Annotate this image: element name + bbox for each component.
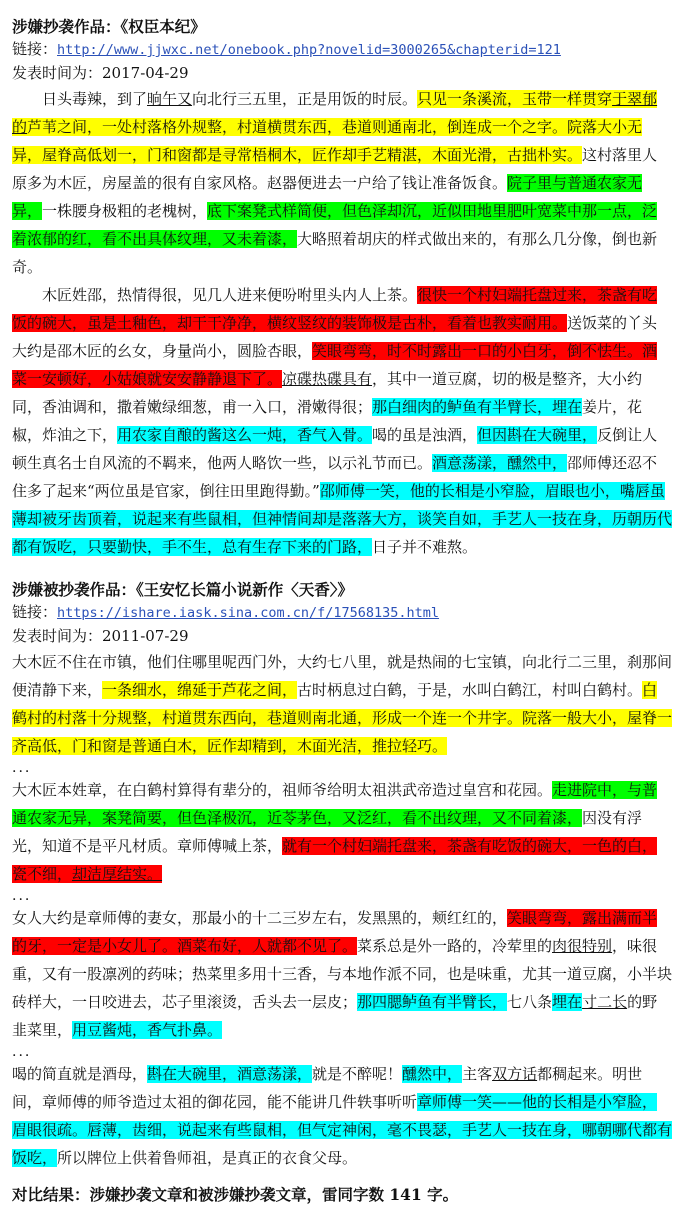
text-segment: 邵师傅还忍不住多了起来“两位虽是官家，倒往田里跑得勤。” [12, 454, 658, 500]
text-segment: 向北行三五里，正是用饭的时辰。 [192, 90, 418, 108]
text-segment: 木匠姓邵，热情得很，见几人进来便吩咐里头内人上茶。 [42, 286, 418, 304]
section-gap [12, 561, 672, 579]
copied-heading: 涉嫌被抄袭作品：《王安忆长篇小说新作〈天香〉》 [12, 580, 354, 599]
text-segment: 双方话 [492, 1065, 538, 1083]
text-segment: 古时柄息过白鹤，于是，水叫白鹤江，村叫白鹤村。 [297, 681, 643, 699]
highlighted-text-segment: 用豆酱炖，香气扑鼻。 [72, 1021, 223, 1039]
copied-link-line [12, 601, 672, 625]
highlighted-text-segment: 就有一个村妇端托盘来，茶盏有吃饭的碗大，一色的白，瓷不细， [12, 837, 658, 883]
highlighted-text-segment: 底下案凳式样简便，但色泽却沉，近似田地里肥叶宽菜中那一点，泛着浓郁的红，看不出具体纹理，又未着漆， [12, 202, 658, 248]
document-page [12, 16, 672, 1206]
copied-date: 2011-07-29 [102, 627, 189, 645]
highlighted-text-segment: 那四腮鲈鱼有半臂长， [357, 993, 508, 1011]
highlighted-text-segment: 只见一条溪流，玉带一样贯穿 [417, 90, 613, 108]
original-date-label: 发表时间为： [12, 64, 103, 82]
text-segment: 就是不醉呢！ [312, 1065, 403, 1083]
highlighted-text-segment: 用农家自酿的酱这么一炖，香气入骨。 [117, 426, 373, 444]
text-segment: 喝的虽是浊酒， [372, 426, 478, 444]
highlighted-text-segment: 邵师傅一笑，他的长相是小窄脸，眉眼也小，嘴唇虽薄却被牙齿顶着，说起来有些鼠相，但神情间却是落落大方，谈笑自如，手艺人一技在身，历朝历代都有饭吃，只要勤快，手不生，总有生存下来的门路， [12, 482, 673, 556]
comparison-result: 对比结果：涉嫌抄袭文章和被涉嫌抄袭文章，雷同字数 141 字。 [12, 1185, 459, 1204]
original-link-line [12, 38, 672, 62]
original-heading: 涉嫌抄袭作品：《权臣本纪》 [12, 17, 206, 36]
text-segment: 送饭菜的丫头大约是邵木匠的幺女，身量尚小，圆脸杏眼， [12, 314, 658, 360]
highlighted-text-segment: 于翠郁的 [12, 90, 658, 136]
original-date: 2017-04-29 [102, 64, 189, 82]
text-segment: 喝的简直就是酒母， [12, 1065, 148, 1083]
copied-paragraph-4 [12, 1060, 672, 1172]
text-segment: 大木匠不住在市镇，他们住哪里呢西门外，大约七八里，就是热闹的七宝镇，向北行二三里，刹那间便清静下来， [12, 653, 673, 699]
text-segment: 因没有浮光，知道不是平凡材质。章师傅喊上茶， [12, 809, 643, 855]
text-segment: 女人大约是章师傅的妻女，那最小的十二三岁左右，发黑黑的，颊红红的， [12, 909, 508, 927]
highlighted-text-segment: 白鹤村的村落十分规整，村道贯东西向，巷道则南北通，形成一个连一个井字。院落一般大小，屋脊一齐高低，门和窗是普通白木，匠作却精到，木面光洁，推拉轻巧。 [12, 681, 673, 755]
text-segment: ，味很重，又有一股凛冽的药味；热菜里多用十三香，与本地作派不同，也是味重，尤其一道豆腐，小半块砖样大，一日咬进去，芯子里滚烫，舌头去一层皮； [12, 937, 673, 1011]
text-segment: 一株腰身极粗的老槐树， [42, 202, 208, 220]
highlighted-text-segment: 斟在大碗里，酒意荡漾， [147, 1065, 313, 1083]
text-segment: 肉很特别 [552, 937, 613, 955]
highlighted-text-segment: 很快一个村妇端托盘过来，茶盏有吃饭的碗大，虽是土釉色，却干干净净，横纹竖纹的装饰极是古朴，看着也教实耐用。 [12, 286, 658, 332]
highlighted-text-segment: 埋在 [552, 993, 583, 1011]
ellipsis-1: ... [12, 760, 32, 776]
text-segment: 日子并不难熬。 [372, 538, 478, 556]
highlighted-text-segment: 却洁厚结实。 [72, 865, 163, 883]
copied-date-label: 发表时间为： [12, 627, 103, 645]
copied-link-label: 链接： [12, 603, 58, 621]
highlighted-text-segment: 芦苇之间，一处村落格外规整，村道横贯东西，巷道则通南北，倒连成一个之字。院落大小无异，屋脊高低划一，门和窗都是寻常梧桐木，匠作却手艺精湛，木面光滑，古拙朴实。 [12, 118, 643, 164]
highlighted-text-segment: 那白细肉的鲈鱼有半臂长，埋在 [372, 398, 583, 416]
original-paragraph-2 [12, 281, 672, 561]
highlighted-text-segment: 但因斟在大碗里， [477, 426, 598, 444]
original-date-line [12, 62, 672, 85]
highlighted-text-segment: 笑眼弯弯，时不时露出一口的小白牙，倒不怯生。酒菜一安顿好，小姑娘就安安静静退下了。 [12, 342, 658, 388]
text-segment: 晌午又 [147, 90, 193, 108]
text-segment: 大木匠本姓章，在白鹤村算得有辈分的，祖师爷给明太祖洪武帝造过皇宫和花园。 [12, 781, 553, 799]
highlighted-text-segment: 酒意荡漾，醺然中， [432, 454, 568, 472]
text-segment: 七八条 [507, 993, 553, 1011]
original-paragraph-1 [12, 85, 672, 281]
text-segment: 主客 [462, 1065, 493, 1083]
text-segment: 这村落里人原多为木匠，房屋盖的很有自家风格。赵器便进去一户给了钱让准备饭食。 [12, 146, 658, 192]
original-link-label: 链接： [12, 40, 58, 58]
highlighted-text-segment: 章师傅一笑——他的长相是小窄脸，眉眼很疏。唇薄，齿细，说起来有些鼠相，但气定神闲，毫不畏瑟，手艺人一技在身，哪朝哪代都有饭吃， [12, 1093, 673, 1167]
copied-date-line [12, 625, 672, 648]
highlighted-text-segment: 院子里与普通农家无异， [12, 174, 643, 220]
text-segment: 大略照着胡庆的样式做出来的，有那么几分像，倒也新奇。 [12, 230, 658, 276]
text-segment: 寸二长 [582, 993, 628, 1011]
highlighted-text-segment: 笑眼弯弯，露出满而半的牙，一定是小女儿了。酒菜布好，人就都不见了。 [12, 909, 658, 955]
copied-paragraph-3 [12, 904, 672, 1044]
text-segment: 姜片，花椒，炸油之下， [12, 398, 643, 444]
text-segment: 都稠起来。明世间，章师傅的师爷造过太祖的御花园，能不能讲几件轶事听听 [12, 1065, 643, 1111]
text-segment: 的野韭菜里， [12, 993, 658, 1039]
text-segment: 所以牌位上供着鲁师祖，是真正的衣食父母。 [57, 1149, 358, 1167]
ellipsis-3: ... [12, 1044, 32, 1060]
text-segment: 凉碟热碟具有 [282, 370, 373, 388]
original-link[interactable]: http://www.jjwxc.net/onebook.php?novelid=3000265&chapterid=121 [57, 42, 561, 58]
copied-link[interactable]: https://ishare.iask.sina.com.cn/f/17568135.html [57, 605, 440, 621]
highlighted-text-segment: 走进院中，与普通农家无异，案凳简要，但色泽极沉，近苓茅色，又泛红，看不出纹理，又不同着漆， [12, 781, 658, 827]
ellipsis-2: ... [12, 888, 32, 904]
text-segment: 反倒让人顿生真名士自风流的不羁来，他两人略饮一些，以示礼节而已。 [12, 426, 658, 472]
highlighted-text-segment: 醺然中， [402, 1065, 463, 1083]
text-segment: 日头毒辣，到了 [42, 90, 148, 108]
text-segment: 菜系总是外一路的，冷荤里的 [357, 937, 553, 955]
copied-paragraph-2 [12, 776, 672, 888]
copied-paragraph-1 [12, 648, 672, 760]
text-segment: ，其中一道豆腐，切的极是整齐，大小约同，香油调和，撒着嫩绿细葱，甫一入口，滑嫩得很； [12, 370, 643, 416]
highlighted-text-segment: 一条细水，绵延于芦花之间， [102, 681, 298, 699]
